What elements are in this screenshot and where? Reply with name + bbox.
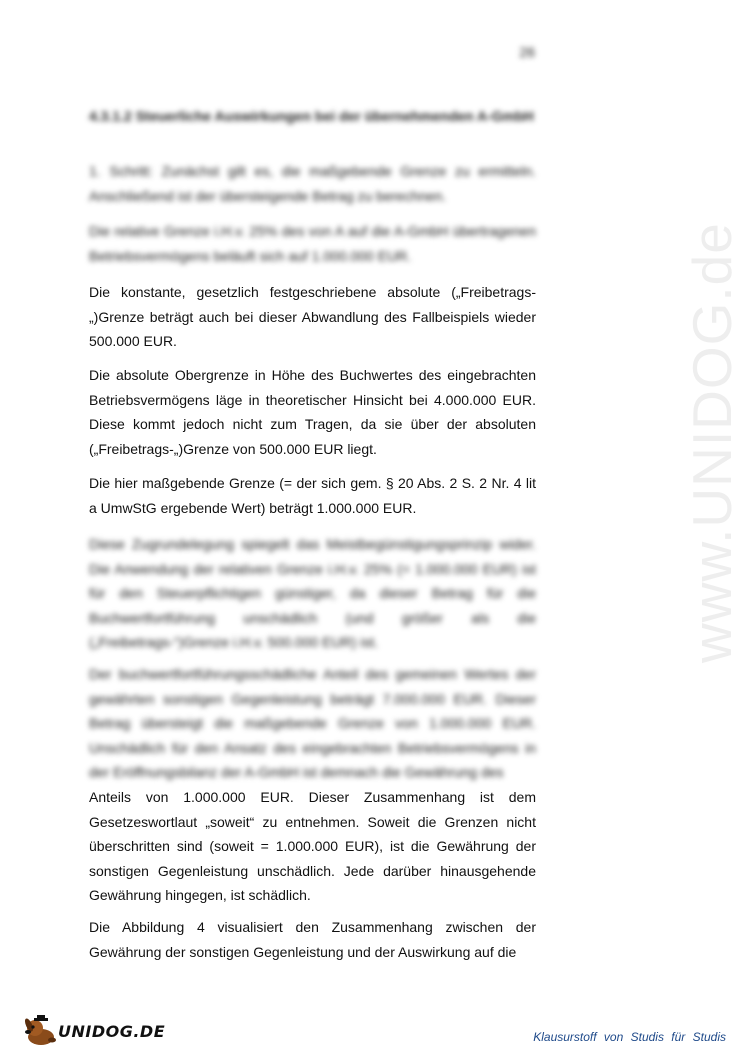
paragraph-figure-reference: Die Abbildung 4 visualisiert den Zusammenhang zwischen der Gewährung der sonstigen Gegenleistung und der Auswirkung auf die [89,919,536,960]
paragraph-relevant-limit: Die hier maßgebende Grenze (= der sich gem. § 20 Abs. 2 S. 2 Nr. 4 lit a UmwStG ergebende Wert) beträgt 1.000.000 EUR. [89,475,536,516]
paragraph-harmful-visible: Anteils von 1.000.000 EUR. Dieser Zusammenhang ist dem Gesetzeswortlaut „soweit“ zu entnehmen. Soweit die Grenzen nicht überschritten sind (soweit = 1.000.000 EUR), ist die Gewährung der sonstigen Gegenleistung unschädlich. Jede darüber hinausgehende Gewährung hingegen, ist schädlich. [89,789,536,903]
logo-text: UNIDOG.DE [58,1021,166,1041]
paragraph-step1: 1. Schritt: Zunächst gilt es, die maßgebende Grenze zu ermitteln. Anschließend ist der übersteigende Betrag zu berechnen. [89,163,536,204]
section-heading: 4.3.1.2 Steuerliche Auswirkungen bei der übernehmenden A-GmbH [89,108,534,124]
watermark: www.UNIDOG.de [681,222,743,663]
footer-tagline: Klausurstoff von Studis für Studis [533,1030,726,1044]
footer-logo[interactable] [22,1012,166,1050]
paragraph-principle: Diese Zugrundelegung spiegelt das Meistbegünstigungsprinzip wider. Die Anwendung der relativen Grenze i.H.v. 25% (= 1.000.000 EUR) ist für den Steuerpflichtigen günstiger, da dieser Betrag für die Buchwertfortführung unschädlich (und größer als die („Freibetrags-“)Grenze i.H.v. 500.000 EUR) ist. [89,536,536,650]
paragraph-constant-limit: Die konstante, gesetzlich festgeschriebene absolute („Freibetrags-„)Grenze beträgt auch bei dieser Abwandlung des Fallbeispiels wieder 500.000 EUR. [89,284,536,349]
paragraph-upper-limit: Die absolute Obergrenze in Höhe des Buchwertes des eingebrachten Betriebsvermögens läge in theoretischer Hinsicht bei 4.000.000 EUR. Diese kommt jedoch nicht zum Tragen, da sie über der absoluten („Freibetrags-„)Grenze von 500.000 EUR liegt. [89,367,536,457]
page-number: 26 [519,44,535,60]
paragraph-relative-limit: Die relative Grenze i.H.v. 25% des von A auf die A-GmbH übertragenen Betriebsvermögens beläuft sich auf 1.000.000 EUR. [89,223,536,264]
paragraph-harmful-blurred: Der buchwertfortführungsschädliche Anteil des gemeinen Wertes der gewährten sonstigen Gegenleistung beträgt 7.000.000 EUR. Dieser Betrag übersteigt die maßgebende Grenze von 1.000.000 EUR. Unschädlich für den Ansatz des eingebrachten Betriebsvermögens in der Eröffnungsbilanz der A-GmbH ist demnach die Gewährung des [89,666,536,780]
dog-mascot-icon [22,1015,60,1047]
